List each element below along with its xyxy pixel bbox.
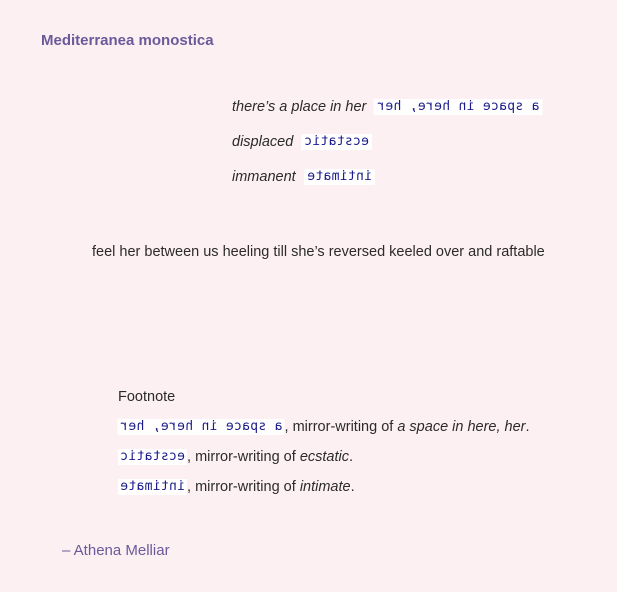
footnote-end: . (350, 479, 355, 495)
footnote-separator: , mirror-writing of (284, 419, 398, 435)
mirror-writing: intimate (120, 479, 186, 495)
stanza-line (232, 97, 543, 132)
stanza-line (232, 167, 543, 202)
stanza-line (232, 132, 543, 167)
footnote-end: . (348, 449, 354, 465)
mirror-writing: ecstatic (301, 134, 372, 150)
stanza-line-text: immanent (232, 169, 296, 185)
stanza-line-text: displaced (232, 134, 294, 150)
footnote-item (118, 417, 530, 447)
footnote (118, 387, 530, 507)
mirror-writing: ecstatic (120, 449, 186, 465)
author-credit: – Athena Melliar (62, 542, 170, 559)
footnote-item (118, 477, 530, 507)
stanza-line-text: there’s a place in her (232, 99, 367, 115)
footnote-end: . (525, 419, 530, 435)
poem-title: Mediterranea monostica (41, 32, 214, 49)
footnote-heading: Footnote (118, 389, 176, 405)
mirror-writing: a space in here, her (120, 419, 283, 435)
footnote-separator: , mirror-writing of (187, 449, 300, 465)
footnote-separator: , mirror-writing of (187, 479, 300, 495)
footnote-item (118, 447, 530, 477)
mirror-writing: intimate (304, 169, 375, 185)
footnote-meaning: a space in here, her (397, 419, 526, 435)
footnote-meaning: ecstatic (299, 449, 349, 465)
monostich-line: feel her between us heeling till she’s reversed keeled over and raftable (92, 244, 545, 260)
stanza (232, 97, 543, 202)
mirror-writing: a space in here, her (374, 99, 543, 115)
footnote-meaning: intimate (299, 479, 351, 495)
